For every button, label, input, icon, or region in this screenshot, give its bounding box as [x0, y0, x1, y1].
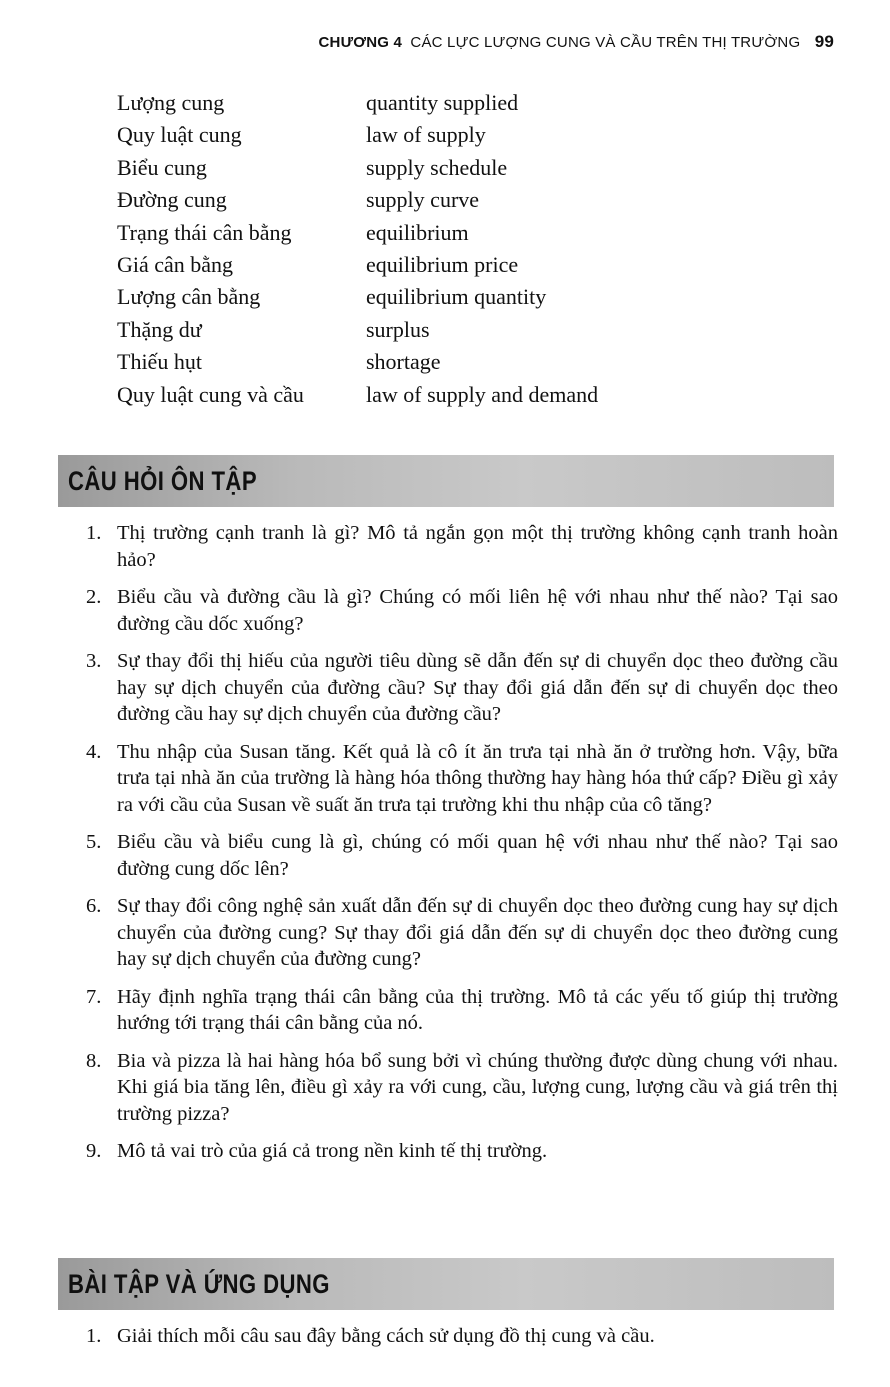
glossary-term-vietnamese: Quy luật cung và cầu — [117, 381, 304, 407]
item-number: 5. — [86, 831, 102, 853]
item-number: 9. — [86, 1140, 102, 1162]
glossary-term-vietnamese: Giá cân bằng — [117, 251, 234, 277]
glossary-row — [117, 379, 737, 411]
list-item — [86, 739, 838, 819]
glossary-term-english: shortage — [366, 349, 441, 375]
item-text: Thị trường cạnh tranh là gì? Mô tả ngắn gọn một thị trường không cạnh tranh hoàn hảo? — [117, 522, 838, 571]
item-text: Mô tả vai trò của giá cả trong nền kinh tế thị trường. — [117, 1140, 548, 1162]
page-number: 99 — [814, 32, 834, 51]
list-item — [86, 584, 838, 637]
item-text: Hãy định nghĩa trạng thái cân bằng của thị trường. Mô tả các yếu tố giúp thị trường hướng tới trạng thái cân bằng của nó. — [117, 985, 838, 1034]
glossary-term-vietnamese: Lượng cung — [117, 90, 225, 115]
item-text: Sự thay đổi thị hiếu của người tiêu dùng sẽ dẫn đến sự di chuyển dọc theo đường cầu hay sự dịch chuyển của đường cầu? Sự thay đổi giá dẫn đến sự di chuyển dọc theo đường cầu hay sự dịch chuyển của đường cầu? — [117, 650, 838, 725]
glossary-term-english: equilibrium price — [366, 251, 519, 277]
glossary-term-english: equilibrium — [366, 219, 469, 245]
glossary-row — [117, 314, 737, 346]
chapter-title: CÁC LỰC LƯỢNG CUNG VÀ CẦU TRÊN THỊ TRƯỜNG — [410, 34, 801, 51]
list-item — [86, 984, 838, 1037]
item-text: Sự thay đổi công nghệ sản xuất dẫn đến sự di chuyển dọc theo đường cung hay sự dịch chuyển của đường cung? Sự thay đổi giá dẫn đến sự di chuyển dọc theo đường cung hay sự dịch chuyển của đường cung? — [117, 895, 838, 970]
glossary-term-vietnamese: Đường cung — [117, 187, 227, 213]
glossary-row — [117, 184, 737, 216]
item-number: 1. — [86, 522, 102, 544]
glossary-term-english: supply curve — [366, 187, 480, 213]
glossary-term-english: quantity supplied — [366, 90, 519, 115]
list-item — [86, 520, 838, 573]
section-heading-review — [58, 455, 834, 507]
list-item — [86, 893, 838, 973]
glossary-row — [117, 87, 737, 119]
glossary-term-vietnamese: Biểu cung — [117, 154, 207, 180]
item-number: 8. — [86, 1049, 102, 1072]
item-text: Giải thích mỗi câu sau đây bằng cách sử dụng đồ thị cung và cầu. — [117, 1325, 655, 1347]
glossary-row — [117, 249, 737, 281]
glossary-term-english: law of supply and demand — [366, 381, 599, 407]
review-heading-text: CÂU HỎI ÔN TẬP — [68, 466, 258, 496]
item-number: 6. — [86, 895, 102, 917]
glossary-table — [117, 87, 737, 411]
chapter-label: CHƯƠNG 4 — [318, 34, 403, 51]
list-item — [86, 829, 838, 882]
glossary-term-vietnamese: Thiếu hụt — [117, 349, 202, 375]
glossary-term-english: equilibrium quantity — [366, 284, 547, 310]
item-number: 7. — [86, 985, 102, 1008]
item-text: Biểu cầu và biểu cung là gì, chúng có mối quan hệ với nhau như thế nào? Tại sao đường cung dốc lên? — [117, 831, 838, 880]
item-number: 2. — [86, 586, 102, 608]
item-text: Bia và pizza là hai hàng hóa bổ sung bởi vì chúng thường được dùng chung với nhau. Khi giá bia tăng lên, điều gì xảy ra với cung, cầu, lượng cung, lượng cầu và giá trên thị trường pizza? — [117, 1049, 838, 1125]
review-questions-list — [86, 520, 838, 1176]
item-number: 4. — [86, 740, 102, 763]
item-number: 1. — [86, 1325, 102, 1347]
running-header — [319, 32, 834, 52]
item-number: 3. — [86, 650, 102, 672]
glossary-row — [117, 119, 737, 151]
glossary-term-english: supply schedule — [366, 154, 508, 180]
glossary-term-vietnamese: Lượng cân bằng — [117, 284, 261, 310]
list-item — [86, 648, 838, 728]
list-item — [86, 1138, 838, 1165]
section-heading-exercises — [58, 1258, 834, 1310]
exercises-list — [86, 1323, 838, 1361]
glossary-term-vietnamese: Thặng dư — [117, 316, 202, 342]
glossary-row — [117, 217, 737, 249]
exercises-heading-text: BÀI TẬP VÀ ỨNG DỤNG — [68, 1269, 330, 1299]
glossary-row — [117, 152, 737, 184]
item-text: Thu nhập của Susan tăng. Kết quả là cô ít ăn trưa tại nhà ăn ở trường hơn. Vậy, bữa trưa tại nhà ăn của trường là hàng hóa thông thường hay hàng hóa thứ cấp? Điều gì xảy ra với cầu của Susan về suất ăn trưa tại trường khi thu nhập của cô tăng? — [117, 740, 838, 816]
glossary-row — [117, 346, 737, 378]
glossary-term-vietnamese: Trạng thái cân bằng — [117, 219, 292, 245]
list-item — [86, 1048, 838, 1128]
glossary-row — [117, 281, 737, 313]
glossary-term-english: surplus — [366, 316, 430, 342]
glossary-term-vietnamese: Quy luật cung — [117, 122, 242, 148]
list-item — [86, 1323, 838, 1350]
item-text: Biểu cầu và đường cầu là gì? Chúng có mối liên hệ với nhau như thế nào? Tại sao đường cầu dốc xuống? — [117, 586, 838, 635]
glossary-term-english: law of supply — [366, 122, 486, 148]
